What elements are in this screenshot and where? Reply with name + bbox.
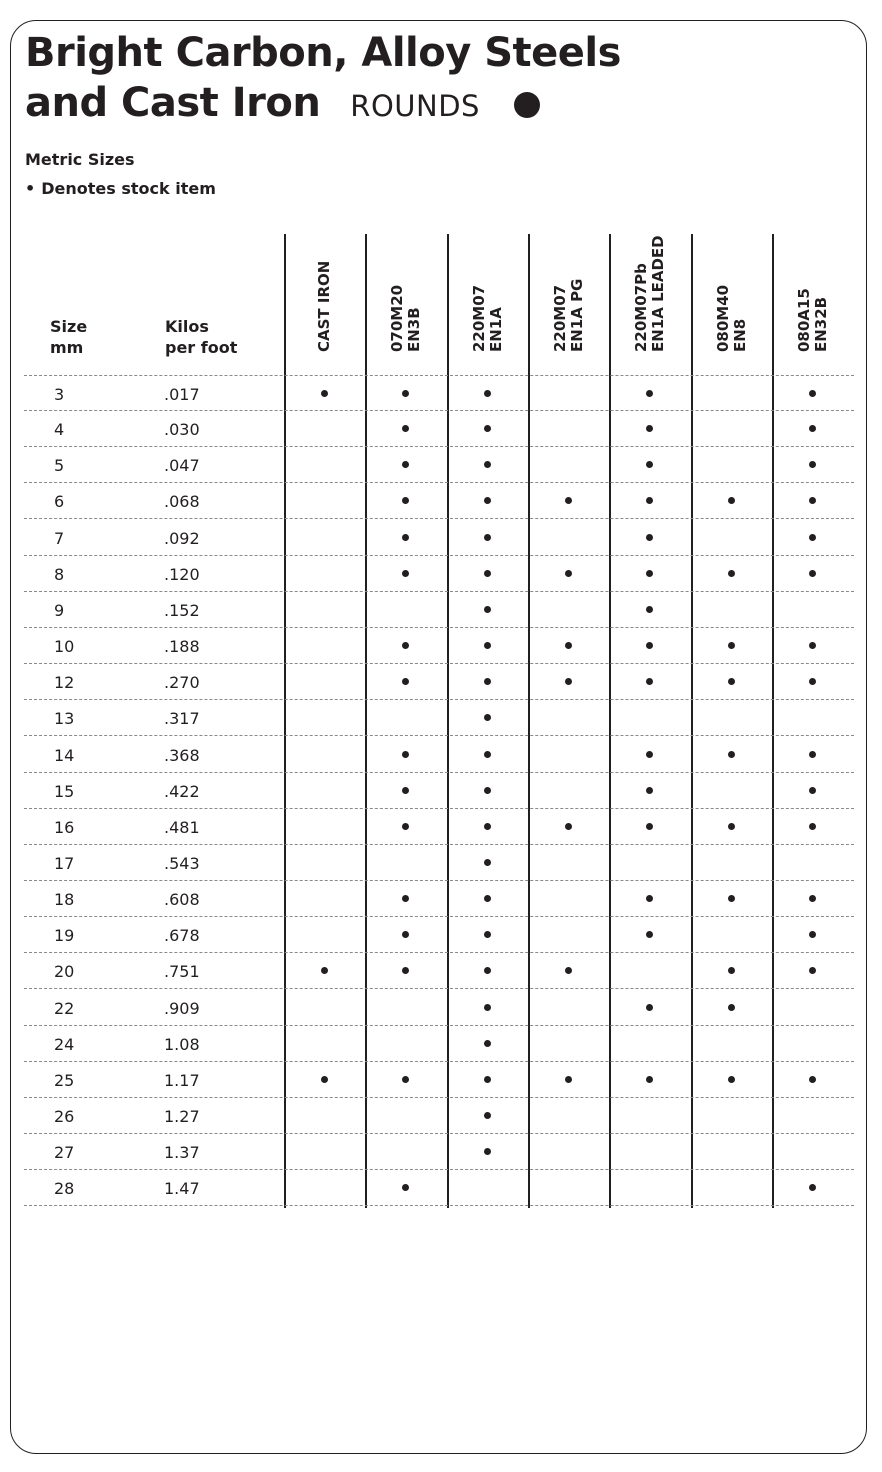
kilos-cell: .909 (164, 998, 200, 1018)
kilos-column-header (165, 316, 237, 358)
grade-header-line: EN1A (486, 307, 505, 352)
stock-dot-icon (728, 497, 735, 504)
size-cell: 15 (54, 781, 75, 801)
stock-dot-icon (402, 751, 409, 758)
size-cell: 7 (54, 528, 65, 548)
stock-dot-icon (402, 534, 409, 541)
size-cell: 16 (54, 817, 75, 837)
stock-dot-icon (646, 570, 653, 577)
kilos-cell: .368 (164, 745, 200, 765)
size-header-line-1: Size (50, 317, 88, 336)
grade-column-header (772, 234, 854, 354)
stock-dot-icon (565, 570, 572, 577)
stock-dot-icon (484, 787, 491, 794)
kilos-cell: .017 (164, 385, 200, 404)
kilos-cell: 1.37 (164, 1143, 200, 1163)
table-row (24, 664, 854, 700)
stock-dot-icon (809, 1076, 816, 1083)
kilos-cell: .481 (164, 817, 200, 837)
table-row (24, 411, 854, 447)
stock-dot-icon (728, 823, 735, 830)
stock-dot-icon (728, 570, 735, 577)
stock-dot-icon (809, 570, 816, 577)
grade-header-line: EN1A PG (567, 278, 586, 352)
stock-dot-icon (646, 497, 653, 504)
stock-dot-icon (809, 823, 816, 830)
kilos-cell: .092 (164, 528, 200, 548)
size-cell: 24 (54, 1034, 75, 1054)
stock-dot-icon (728, 751, 735, 758)
stock-dot-icon (646, 678, 653, 685)
grade-header-line: 070M20 (387, 284, 406, 352)
stock-dot-icon (402, 461, 409, 468)
stock-dot-icon (565, 678, 572, 685)
size-column-header (50, 316, 87, 358)
table-row (24, 628, 854, 664)
grade-column-header (284, 234, 366, 354)
size-cell: 17 (54, 853, 75, 873)
stock-dot-icon (646, 534, 653, 541)
stock-dot-icon (402, 425, 409, 432)
stock-dot-icon (646, 425, 653, 432)
stock-dot-icon (484, 823, 491, 830)
size-cell: 27 (54, 1143, 75, 1163)
stock-dot-icon (646, 931, 653, 938)
table-row (24, 1170, 854, 1206)
stock-dot-icon (484, 1112, 491, 1119)
size-cell: 28 (54, 1179, 75, 1199)
kilos-cell: .068 (164, 492, 200, 512)
stock-dot-icon (484, 895, 491, 902)
stock-dot-icon (728, 1004, 735, 1011)
legend-bullet-icon: • (25, 179, 36, 198)
grade-header-label (552, 279, 586, 352)
stock-dot-icon (484, 497, 491, 504)
stock-dot-icon (484, 1148, 491, 1155)
grade-header-label (316, 261, 333, 352)
grade-header-line: 220M07Pb (631, 263, 650, 352)
grade-header-label (389, 285, 423, 352)
stock-dot-icon (809, 895, 816, 902)
table-row (24, 917, 854, 953)
stock-dot-icon (646, 1076, 653, 1083)
stock-dot-icon (809, 787, 816, 794)
stock-dot-icon (484, 931, 491, 938)
stock-dot-icon (484, 678, 491, 685)
size-header-line-2: mm (50, 338, 84, 357)
stock-dot-icon (728, 678, 735, 685)
stock-dot-icon (809, 931, 816, 938)
size-cell: 22 (54, 998, 75, 1018)
stock-dot-icon (484, 642, 491, 649)
stock-dot-icon (809, 461, 816, 468)
kilos-cell: .270 (164, 673, 200, 693)
kilos-cell: 1.17 (164, 1070, 200, 1090)
stock-dot-icon (565, 823, 572, 830)
size-cell: 20 (54, 962, 75, 982)
stock-dot-icon (646, 823, 653, 830)
stock-dot-icon (484, 1004, 491, 1011)
size-cell: 25 (54, 1070, 75, 1090)
stock-dot-icon (646, 895, 653, 902)
size-cell: 18 (54, 890, 75, 910)
table-row (24, 1098, 854, 1134)
grade-header-label (471, 285, 505, 352)
metric-sizes-label: Metric Sizes (25, 150, 135, 169)
stock-dot-icon (728, 642, 735, 649)
table-row (24, 1026, 854, 1062)
grade-header-line: CAST IRON (315, 260, 334, 352)
stock-dot-icon (484, 751, 491, 758)
size-cell: 9 (54, 600, 65, 620)
grade-header-line: 080A15 (794, 288, 813, 352)
stock-dot-icon (402, 497, 409, 504)
size-cell: 26 (54, 1107, 75, 1126)
kilos-cell: .422 (164, 781, 200, 801)
stock-dot-icon (565, 1076, 572, 1083)
stock-dot-icon (402, 678, 409, 685)
size-cell: 6 (54, 492, 65, 512)
stock-dot-icon (402, 895, 409, 902)
subtitle: ROUNDS (350, 89, 480, 123)
stock-dot-icon (484, 1076, 491, 1083)
title-line-1: Bright Carbon, Alloy Steels (25, 30, 621, 76)
stock-dot-icon (728, 1076, 735, 1083)
table-row (24, 845, 854, 881)
size-cell: 5 (54, 456, 65, 476)
stock-dot-icon (728, 895, 735, 902)
stock-dot-icon (646, 390, 653, 397)
stock-dot-icon (484, 390, 491, 397)
grade-header-label (633, 235, 667, 352)
stock-dot-icon (402, 1076, 409, 1083)
table-row (24, 990, 854, 1026)
stock-dot-icon (809, 967, 816, 974)
stock-dot-icon (484, 606, 491, 613)
grade-column-header (691, 234, 773, 354)
kilos-cell: .608 (164, 890, 200, 910)
table-row (24, 375, 854, 411)
table-row (24, 773, 854, 809)
stock-dot-icon (402, 931, 409, 938)
stock-dot-icon (646, 751, 653, 758)
size-cell: 8 (54, 564, 65, 584)
title-line-2-text: and Cast Iron (25, 80, 321, 126)
kilos-cell: 1.47 (164, 1179, 200, 1199)
stock-dot-icon (321, 1076, 328, 1083)
kilos-cell: .047 (164, 456, 200, 476)
stock-dot-icon (646, 642, 653, 649)
stock-dot-icon (321, 390, 328, 397)
table-row (24, 447, 854, 483)
kilos-cell: .030 (164, 420, 200, 440)
stock-dot-icon (646, 1004, 653, 1011)
size-cell: 19 (54, 926, 75, 946)
size-cell: 4 (54, 420, 65, 440)
kilos-cell: .152 (164, 600, 200, 620)
stock-dot-icon (809, 1184, 816, 1191)
kilos-cell: .678 (164, 926, 200, 946)
table-row (24, 556, 854, 592)
kilos-cell: .317 (164, 709, 200, 729)
stock-dot-icon (402, 642, 409, 649)
stock-dot-icon (484, 859, 491, 866)
grade-column-header (447, 234, 529, 354)
grade-header-line: EN32B (811, 296, 830, 352)
stock-dot-icon (809, 425, 816, 432)
stock-dot-icon (809, 497, 816, 504)
stock-dot-icon (728, 967, 735, 974)
grade-header-line: 080M40 (713, 284, 732, 352)
stock-dot-icon (809, 751, 816, 758)
stock-dot-icon (402, 967, 409, 974)
kilos-header-line-1: Kilos (165, 317, 209, 336)
kilos-cell: .751 (164, 962, 200, 982)
size-cell: 14 (54, 745, 75, 765)
grade-column-header (365, 234, 447, 354)
stock-dot-icon (565, 967, 572, 974)
stock-dot-icon (402, 823, 409, 830)
grade-column-header (609, 234, 691, 354)
grade-header-line: EN1A LEADED (648, 235, 667, 352)
kilos-cell: .543 (164, 853, 200, 873)
table-row (24, 1062, 854, 1098)
table-row (24, 737, 854, 773)
grade-column-header (528, 234, 610, 354)
kilos-cell: .188 (164, 637, 200, 657)
kilos-cell: .120 (164, 564, 200, 584)
stock-dot-icon (809, 678, 816, 685)
stock-dot-icon (809, 642, 816, 649)
kilos-cell: 1.27 (164, 1107, 200, 1126)
size-cell: 3 (54, 385, 65, 404)
stock-dot-icon (484, 534, 491, 541)
table-row (24, 700, 854, 736)
kilos-cell: 1.08 (164, 1034, 200, 1054)
stock-dot-icon (402, 390, 409, 397)
stock-dot-icon (484, 425, 491, 432)
stock-dot-icon (484, 967, 491, 974)
stock-dot-icon (402, 1184, 409, 1191)
stock-dot-icon (484, 570, 491, 577)
stock-dot-icon (646, 787, 653, 794)
table-row (24, 592, 854, 628)
size-cell: 12 (54, 673, 75, 693)
table-row (24, 809, 854, 845)
table-row (24, 953, 854, 989)
stock-dot-icon (565, 497, 572, 504)
stock-dot-icon (565, 642, 572, 649)
stock-dot-icon (809, 390, 816, 397)
grade-header-label (796, 288, 830, 352)
stock-dot-icon (484, 714, 491, 721)
grade-header-label (715, 285, 749, 352)
table-row (24, 520, 854, 556)
size-cell: 10 (54, 637, 75, 657)
stock-dot-icon (646, 606, 653, 613)
stock-dot-icon (484, 1040, 491, 1047)
grade-header-line: 220M07 (469, 284, 488, 352)
stock-dot-icon (402, 570, 409, 577)
table-row (24, 881, 854, 917)
stock-dot-icon (402, 787, 409, 794)
kilos-header-line-2: per foot (165, 338, 238, 357)
stock-dot-icon (321, 967, 328, 974)
grade-header-line: 220M07 (550, 284, 569, 352)
grade-header-line: EN8 (730, 318, 749, 352)
table-row (24, 1134, 854, 1170)
table-row (24, 483, 854, 519)
stock-dot-icon (646, 461, 653, 468)
grade-header-line: EN3B (404, 307, 423, 352)
legend-text: Denotes stock item (41, 179, 216, 198)
stock-dot-icon (809, 534, 816, 541)
size-cell: 13 (54, 709, 75, 729)
stock-dot-icon (484, 461, 491, 468)
